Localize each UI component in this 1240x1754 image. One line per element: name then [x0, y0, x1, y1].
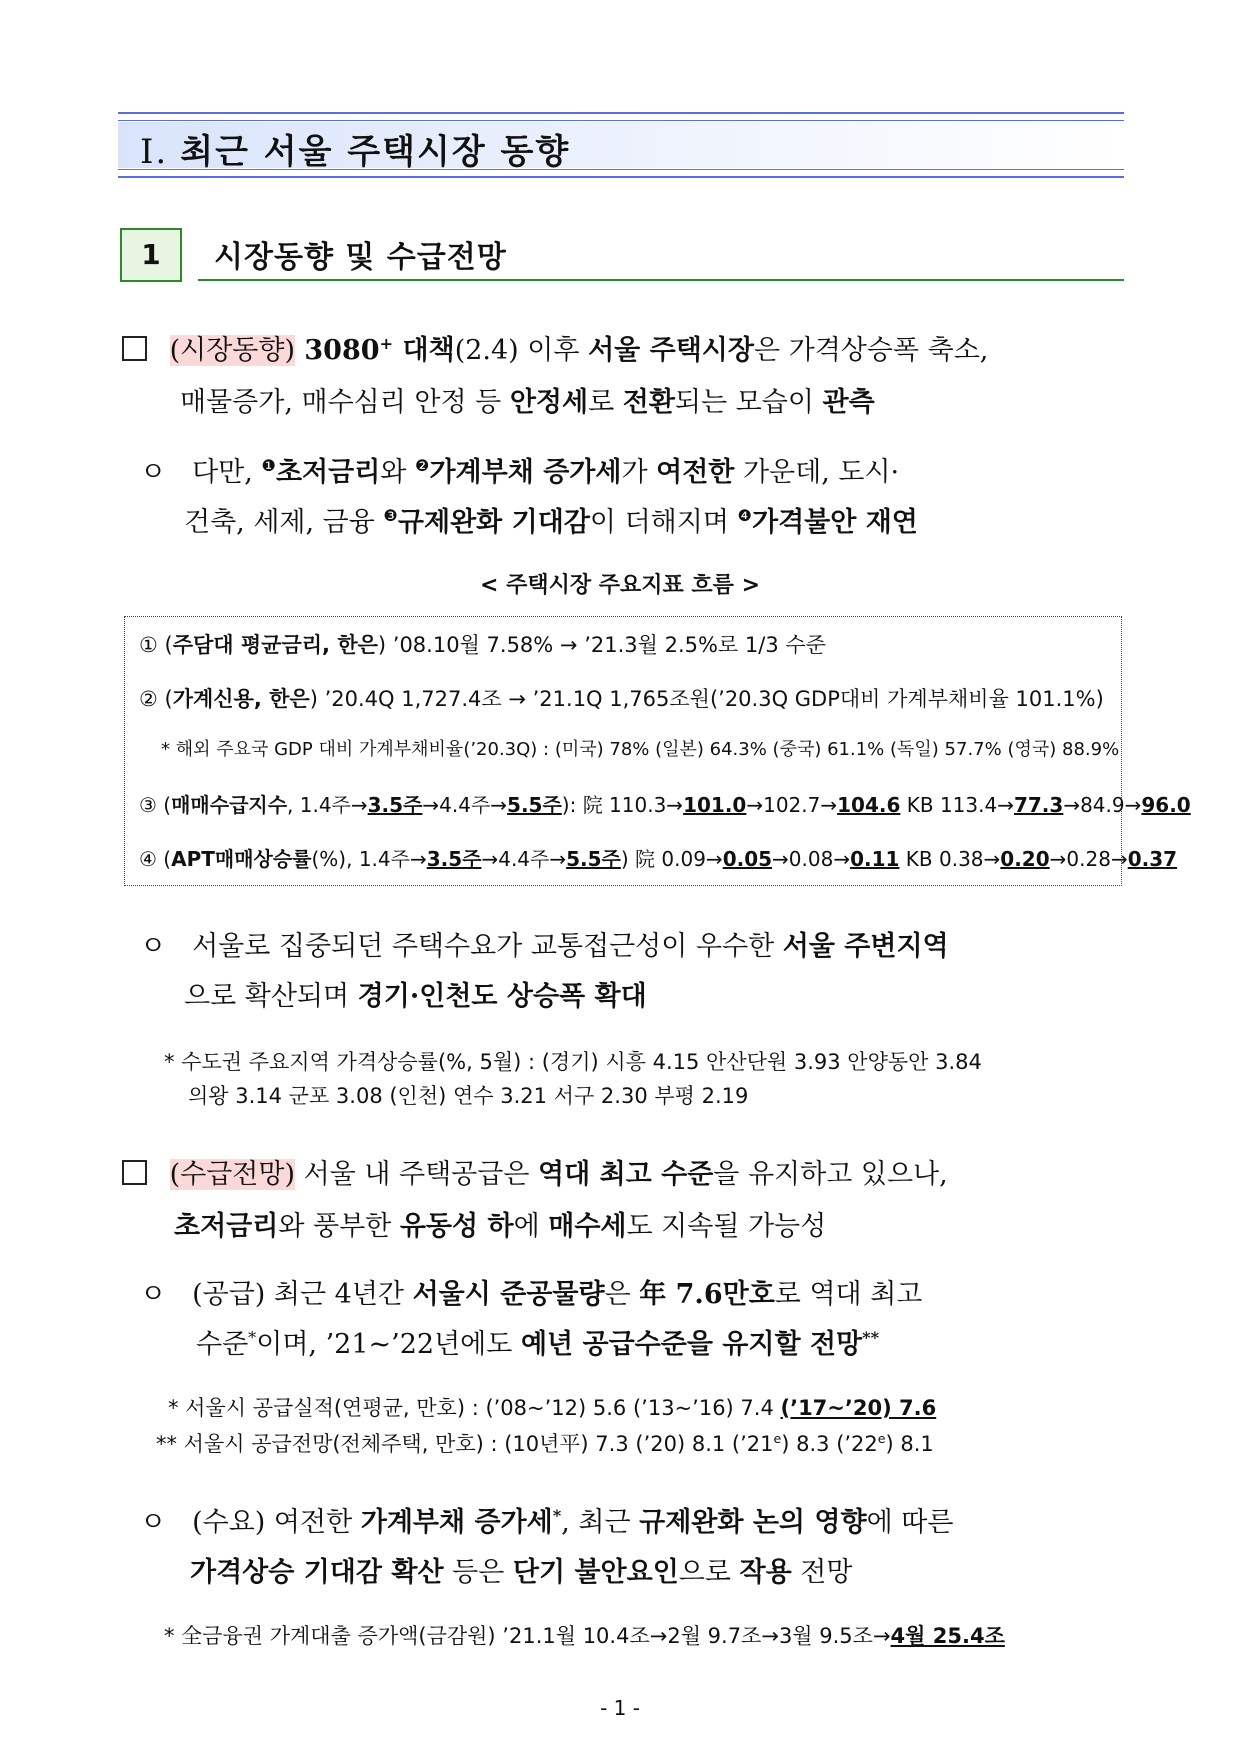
indicator-box	[124, 616, 1191, 886]
chapter-title: Ⅰ. 최근 서울 주택시장 동향	[140, 132, 571, 172]
page-number: - 1 -	[600, 1696, 640, 1720]
p5-note-1: * 서울시 공급실적(연평균, 만호) : (’08~’12) 5.6 (’13~’16) 7.4 (’17~’20) 7.6	[168, 1396, 937, 1420]
section-number: 1	[120, 228, 182, 282]
p4-line1: (수급전망) 서울 내 주택공급은 역대 최고 수준을 유지하고 있으나,	[122, 1152, 948, 1191]
p3-note-2: 의왕 3.14 군포 3.08 (인천) 연수 3.21 서구 2.30 부평 2.19	[188, 1084, 749, 1108]
p2-line1: ㅇ 다만, $^❶$초저금리와 $^❷$가계부채 증가세가 여전한 가운데, 도시·	[140, 456, 900, 488]
p6-note-1: * 全금융권 가계대출 증가액(금감원) ’21.1월 10.4조→2월 9.7조→3월 9.5조→4월 25.4조	[164, 1624, 1005, 1648]
p2-line2: 건축, 세제, 금융 $^❸$규제완화 기대감이 더해지며 $^❹$가격불안 재연	[184, 506, 918, 538]
circle-bullet: ㅇ	[140, 1279, 167, 1310]
section-title: 시장동향 및 수급전망	[214, 240, 507, 275]
indicator-row-2: ② (가계신용, 한은) ’20.4Q 1,727.4조 → ’21.1Q 1,765조원(’20.3Q GDP대비 가계부채비율 101.1%)	[139, 687, 1104, 711]
p6-line1: ㅇ (수요) 여전한 가계부채 증가세*, 최근 규제완화 논의 영향에 따른	[140, 1506, 954, 1538]
circle-bullet: ㅇ	[140, 931, 167, 962]
indicator-row-2-note: * 해외 주요국 GDP 대비 가계부채비율(’20.3Q) : (미국) 78% (일본) 64.3% (중국) 61.1% (독일) 57.7% (영국) 88.9%	[161, 739, 1120, 760]
number-4-icon: ❹	[737, 506, 752, 525]
indicator-caption: < 주택시장 주요지표 흐름 >	[479, 573, 761, 598]
indicator-row-3: ③ (매매수급지수, 1.4주→3.5주→4.4주→5.5주): 院 110.3→101.0→102.7→104.6 KB 113.4→77.3→84.9→96.0	[139, 793, 1191, 817]
number-3-icon: ❸	[383, 506, 398, 525]
p5-line1: ㅇ (공급) 최근 4년간 서울시 준공물량은 年 7.6만호로 역대 최고	[140, 1279, 923, 1310]
header-rule-top	[118, 112, 1124, 121]
indicator-row-1: ① (주담대 평균금리, 한은) ’08.10월 7.58% → ’21.3월 2.5%로 1/3 수준	[139, 633, 826, 657]
section-underline	[198, 279, 1124, 281]
number-1-icon: ❶	[261, 456, 276, 475]
p3-line2: 으로 확산되며 경기·인천도 상승폭 확대	[184, 981, 647, 1012]
p3-line1: ㅇ 서울로 집중되던 주택수요가 교통접근성이 우수한 서울 주변지역	[140, 931, 949, 962]
p5-note-2: ** 서울시 공급전망(전체주택, 만호) : (10년平) 7.3 (’20) 8.1 (’21e) 8.3 (’22e) 8.1	[156, 1431, 934, 1456]
indicator-row-4: ④ (APT매매상승률(%), 1.4주→3.5주→4.4주→5.5주) 院 0.09→0.05→0.08→0.11 KB 0.38→0.20→0.28→0.37	[139, 847, 1178, 871]
checkbox-mark-icon	[122, 1160, 147, 1185]
chapter-header	[118, 112, 1124, 178]
p6-line2: 가격상승 기대감 확산 등은 단기 불안요인으로 작용 전망	[190, 1557, 853, 1588]
p1-line2: 매물증가, 매수심리 안정 등 안정세로 전환되는 모습이 관측	[180, 387, 875, 418]
p1-line1: (시장동향) 3080+ 대책(2.4) 이후 서울 주택시장은 가격상승폭 축소,	[122, 328, 988, 367]
circle-bullet: ㅇ	[140, 1507, 167, 1538]
number-2-icon: ❷	[414, 456, 430, 475]
checkbox-mark-icon	[122, 336, 147, 361]
p3-note-1: * 수도권 주요지역 가격상승률(%, 5월) : (경기) 시흥 4.15 안산단원 3.93 안양동안 3.84	[164, 1050, 982, 1074]
p5-line2: 수준*이며, ’21~’22년에도 예년 공급수준을 유지할 전망**	[196, 1328, 880, 1360]
p4-line2: 초저금리와 풍부한 유동성 하에 매수세도 지속될 가능성	[174, 1211, 827, 1242]
circle-bullet: ㅇ	[140, 457, 167, 488]
